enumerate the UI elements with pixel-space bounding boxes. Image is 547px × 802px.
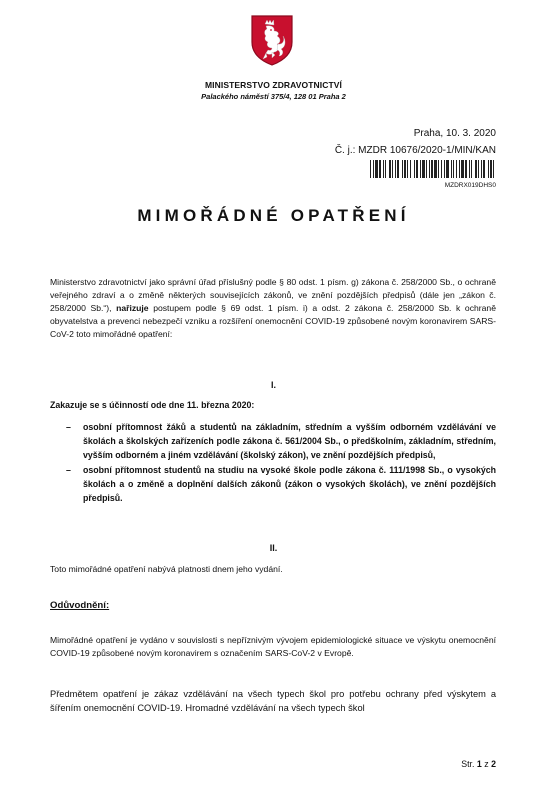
intro-segment: postupem podle § 69 odst. 1 písm. i) a odst. 2 zákona č. 258/2000 Sb. k ochraně obyvatelstva a prevenci nebezpečí vzniku a rozšíření onemocnění COVID-19 způsobené novým koronavirem SARS-CoV-2 toto mimořádné opatření: (50, 303, 496, 339)
section-2-numeral: II. (269, 543, 278, 553)
list-item (50, 463, 496, 505)
page-current: 1 (476, 759, 482, 769)
validity-statement: Toto mimořádné opatření nabývá platnosti dnem jeho vydání. (50, 564, 283, 574)
list-item (50, 420, 496, 462)
document-title: MIMOŘÁDNÉ OPATŘENÍ (137, 206, 410, 225)
bullet-dash: – (66, 465, 71, 475)
justification-paragraph-1: Mimořádné opatření je vydáno v souvislosti s nepříznivým vývojem epidemiologické situace ve výskytu onemocnění COVID-19 způsobené novým koronavirem s označením SARS-CoV-2 v Evropě. (50, 635, 496, 658)
section-1-list (50, 420, 496, 506)
page-separator: z (481, 759, 492, 769)
section-1-lead: Zakazuje se s účinností ode dne 11. března 2020: (50, 400, 255, 410)
ministry-name: MINISTERSTVO ZDRAVOTNICTVÍ (204, 80, 343, 90)
barcode-code: MZDRX019DHS0 (444, 182, 496, 189)
intro-segment: Ministerstvo zdravotnictví jako správní úřad příslušný podle § 80 odst. 1 písm. g) zákona č. 258/2000 Sb., o ochraně veřejného zdraví a o změně některých souvisejících zákonů, ve znění pozdějších předpisů (dále jen „zákon č. 258/2000 Sb.“), (50, 277, 496, 313)
section-1-numeral: I. (270, 380, 276, 390)
intro-paragraph (50, 276, 496, 341)
ministry-address: Palackého náměstí 375/4, 128 01 Praha 2 (201, 92, 346, 101)
page-prefix: Str. (461, 759, 477, 769)
intro-segment: nařizuje (116, 303, 149, 313)
document-date: Praha, 10. 3. 2020 (413, 128, 496, 139)
justification-paragraph-2: Předmětem opatření je zákaz vzdělávání na všech typech škol pro potřebu ochrany před výskytem a šířením onemocnění COVID-19. Hromadné vzdělávání na všech typech škol (50, 689, 496, 713)
czech-lion-crest-icon (250, 14, 294, 66)
justification-heading: Odůvodnění: (50, 600, 110, 611)
page-total: 2 (491, 759, 496, 769)
reference-number: Č. j.: MZDR 10676/2020-1/MIN/KAN (334, 145, 496, 156)
barcode-icon (370, 160, 496, 178)
list-item-text: osobní přítomnost studentů na studiu na vysoké škole podle zákona č. 111/1998 Sb., o vysokých školách a o změně a doplnění dalších zákonů (zákon o vysokých školách), ve znění pozdějších předpisů. (83, 465, 496, 503)
list-item-text: osobní přítomnost žáků a studentů na základním, středním a vyšším odborném vzdělávání ve školách a školských zařízeních podle zákona č. 561/2004 Sb., o předškolním, základním, středním, vyšším odborném a jiném vzdělávání (školský zákon), ve znění pozdějších předpisů, (83, 422, 496, 460)
bullet-dash: – (66, 422, 71, 432)
page-number (461, 759, 496, 769)
